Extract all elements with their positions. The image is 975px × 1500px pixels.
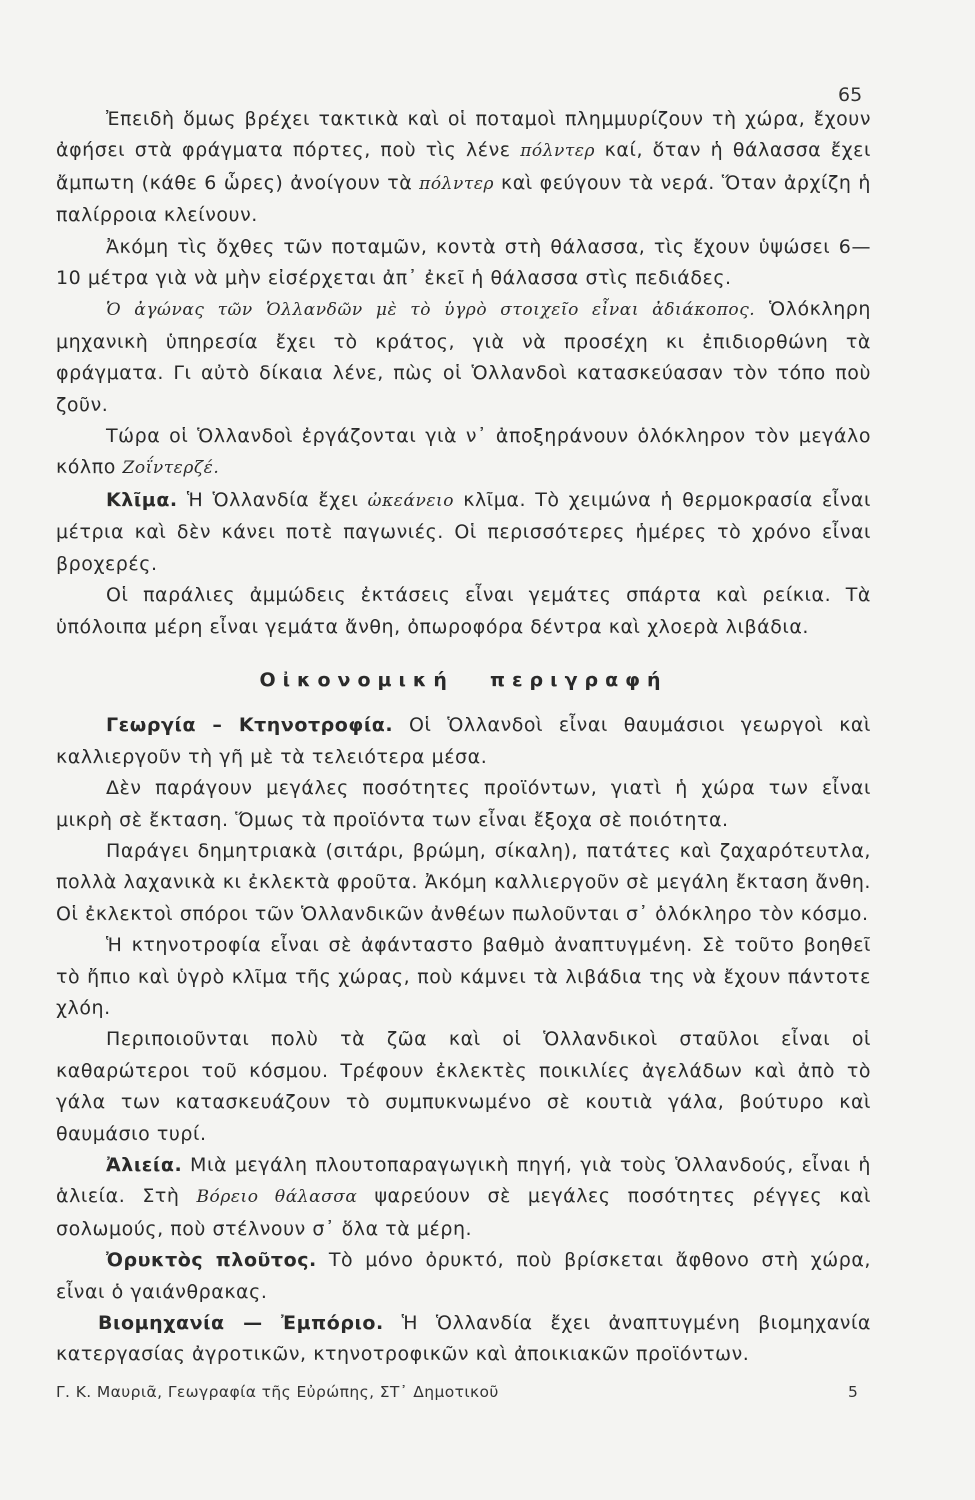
paragraph: Ἀκόμη τὶς ὄχθες τῶν ποταμῶν, κοντὰ στὴ θάλασσα, τὶς ἔχουν ὑψώσει 6—10 μέτρα γιὰ νὰ μὴν εἰσέρχεται ἀπ᾽ ἐκεῖ ἡ θάλασσα στὶς πεδιάδες.	[56, 235, 871, 290]
paragraph-minerals: Ὀρυκτὸς πλοῦτος. Τὸ μόνο ὀρυκτό, ποὺ βρίσκεται ἄφθονο στὴ χώρα, εἶναι ὁ γαιάνθρακας.	[56, 1249, 871, 1303]
section-heading: Οἰκονομική περιγραφή	[259, 668, 668, 691]
paragraph: Ἡ κτηνοτροφία εἶναι σὲ ἀφάνταστο βαθμὸ ἀναπτυγμένη. Σὲ τοῦτο βοηθεῖ τὸ ἤπιο καὶ ὑγρὸ κλῖμα τῆς χώρας, ποὺ κάμνει τὰ λιβάδια της νὰ ἔχουν πάντοτε χλόη.	[56, 934, 871, 1019]
paragraph-industry: Βιομηχανία — Ἐμπόριο. Ἡ Ὁλλανδία ἔχει ἀναπτυγμένη βιομηχανία κατεργασίας ἀγροτικῶν, κτηνοτροφικῶν καὶ ἀποικιακῶν προϊόντων.	[56, 1312, 872, 1366]
paragraph-fishing: Ἀλιεία. Μιὰ μεγάλη πλουτοπαραγωγικὴ πηγή, γιὰ τοὺς Ὁλλανδούς, εἶναι ἡ ἁλιεία. Στὴ Βόρειο θάλασσα ψαρεύουν σὲ μεγάλες ποσότητες ρέγγες καὶ σολωμούς, ποὺ στέλνουν σ᾽ ὅλα τὰ μέρη.	[56, 1154, 871, 1240]
paragraph: Τώρα οἱ Ὁλλανδοὶ ἐργάζονται γιὰ ν᾽ ἀποξηράνουν ὁλόκληρον τὸν μεγάλο κόλπο Ζοΐντερζέ.	[56, 425, 871, 479]
paragraph: Οἱ παράλιες ἀμμώδεις ἐκτάσεις εἶναι γεμάτες σπάρτα καὶ ρείκια. Τὰ ὑπόλοιπα μέρη εἶναι γεμάτα ἄνθη, ὀπωροφόρα δέντρα καὶ χλοερὰ λιβάδια.	[56, 584, 871, 638]
paragraph: Ὁ ἀγώνας τῶν Ὁλλανδῶν μὲ τὸ ὑγρὸ στοιχεῖο εἶναι ἀδιάκοπος. Ὁλόκληρη μηχανικὴ ὑπηρεσία ἔχει τὸ κράτος, γιὰ νὰ προσέχη κι ἐπιδιορθώνη τὰ φράγματα. Γι αὐτὸ δίκαια λένε, πὼς οἱ Ὁλλανδοὶ κατασκεύασαν τὸν τόπο ποὺ ζοῦν.	[56, 298, 871, 416]
body-text	[56, 104, 871, 1371]
paragraph: Ἐπειδὴ ὅμως βρέχει τακτικὰ καὶ οἱ ποταμοὶ πλημμυρίζουν τὴ χώρα, ἔχουν ἀφήσει στὰ φράγματα πόρτες, ποὺ τὶς λένε πόλντερ καί, ὅταν ἡ θάλασσα ἔχει ἄμπωτη (κάθε 6 ὧρες) ἀνοίγουν τὰ πόλντερ καὶ φεύγουν τὰ νερά. Ὅταν ἀρχίζη ἡ παλίρροια κλείνουν.	[56, 108, 871, 227]
signature-mark: 5	[848, 1383, 858, 1401]
page-number: 65	[838, 84, 863, 106]
footer-citation: Γ. Κ. Μαυριᾶ, Γεωγραφία τῆς Εὐρώπης, ΣΤ᾽ Δημοτικοῦ	[56, 1383, 499, 1401]
paragraph: Περιποιοῦνται πολὺ τὰ ζῶα καὶ οἱ Ὁλλανδικοὶ σταῦλοι εἶναι οἱ καθαρώτεροι τοῦ κόσμου. Τρέφουν ἐκλεκτὲς ποικιλίες ἀγελάδων καὶ ἀπὸ τὸ γάλα των κατασκευάζουν τὸ συμπυκνωμένο σὲ κουτιὰ γάλα, βούτυρο καὶ θαυμάσιο τυρί.	[56, 1028, 871, 1145]
paragraph: Παράγει δημητριακὰ (σιτάρι, βρώμη, σίκαλη), πατάτες καὶ ζαχαρότευτλα, πολλὰ λαχανικὰ κι ἐκλεκτὰ φροῦτα. Ἀκόμη καλλιεργοῦν σὲ μεγάλη ἔκταση ἄνθη. Οἱ ἐκλεκτοὶ σπόροι τῶν Ὁλλανδικῶν ἀνθέων πωλοῦνται σ᾽ ὁλόκληρο τὸν κόσμο.	[56, 839, 871, 925]
paragraph: Δὲν παράγουν μεγάλες ποσότητες προϊόντων, γιατὶ ἡ χώρα των εἶναι μικρὴ σὲ ἔκταση. Ὅμως τὰ προϊόντα των εἶναι ἔξοχα σὲ ποιότητα.	[56, 777, 871, 831]
paragraph-agriculture: Γεωργία – Κτηνοτροφία. Οἱ Ὁλλανδοὶ εἶναι θαυμάσιοι γεωργοὶ καὶ καλλιεργοῦν τὴ γῆ μὲ τὰ τελειότερα μέσα.	[56, 714, 871, 768]
paragraph-climate: Κλῖμα. Ἡ Ὁλλανδία ἔχει ὠκεάνειο κλῖμα. Τὸ χειμώνα ἡ θερμοκρασία εἶναι μέτρια καὶ δὲν κάνει ποτὲ παγωνιές. Οἱ περισσότερες ἡμέρες τὸ χρόνο εἶναι βροχερές.	[56, 488, 871, 575]
